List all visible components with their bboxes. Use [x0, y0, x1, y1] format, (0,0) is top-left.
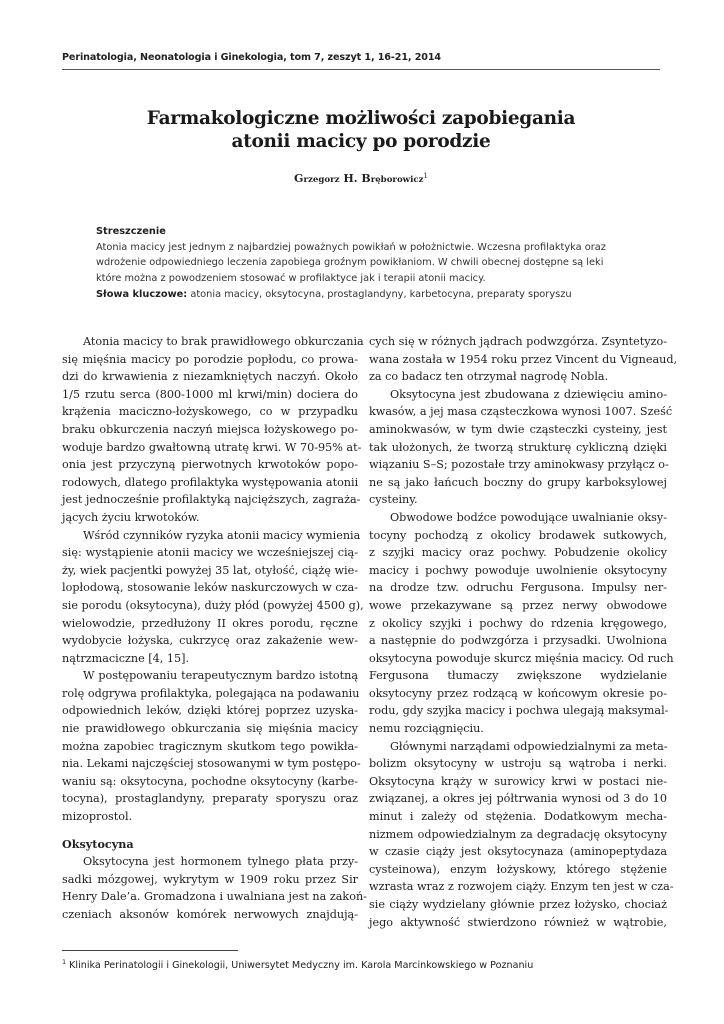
body-column-right	[369, 333, 678, 931]
author	[62, 172, 660, 185]
text-line: tocyna), prostaglandyny, preparaty sporyszu oraz	[62, 792, 358, 806]
text-line: jego aktywność stwierdzono również w wątrobie,	[369, 915, 667, 929]
text-line: dzi do krwawienia z niezamkniętych naczyń. Około	[62, 370, 358, 384]
text-line: Wśród czynników ryzyka atonii macicy wymienia	[83, 528, 361, 542]
title-line-1: Farmakologiczne możliwości zapobiegania	[146, 108, 576, 129]
text-line: mizoprostol.	[62, 810, 133, 824]
text-line: w czasie ciąży jest oksytocynaza (aminopeptydaza	[369, 845, 667, 859]
body-column-left	[62, 333, 367, 924]
header-rule	[62, 69, 660, 70]
author-initial-hb: H. B	[343, 172, 371, 185]
abstract-line: Atonia macicy jest jednym z najbardziej poważnych powikłań w położnictwie. Wczesna profilaktyka oraz	[96, 241, 606, 253]
text-line: nątrzmaciczne [4, 15].	[62, 651, 190, 665]
text-line: nizmem odpowiedzialnym za degradację oksytocyny	[369, 827, 667, 841]
text-line: wana została w 1954 roku przez Vincent du Vigneaud,	[369, 352, 678, 366]
text-line: cysteiny.	[369, 493, 418, 507]
text-line: nia. Lekami najczęściej stosowanymi w tym postępo-	[62, 757, 361, 771]
text-line: wowe przekazywane są przez nerwy obwodowe	[369, 598, 667, 612]
text-line: 1/5 rzutu serca (800-1000 ml krwi/min) dociera do	[62, 387, 358, 401]
section-gap	[62, 826, 358, 836]
text-line: wydobycie łożyska, cukrzycę oraz zakażenie wew-	[62, 634, 358, 648]
text-line: tocyny pochodzą z okolicy brodawek sutkowych,	[369, 528, 667, 542]
text-line: wiązaniu S–S; pozostałe trzy aminokwasy przyłącz o-	[369, 458, 669, 472]
text-line: można zapobiec tragicznym skutkom tego powikła-	[62, 739, 358, 753]
text-line: za co badacz ten otrzymał nagrodę Nobla.	[369, 370, 609, 384]
text-line: wzrasta wraz z rozwojem ciąży. Enzym ten jest w cza-	[369, 880, 674, 894]
text-line: na drodze tzw. odruchu Fergusona. Impulsy ner-	[369, 581, 667, 595]
text-line: nie prawidłowego obkurczania się mięśnia macicy	[62, 722, 358, 736]
text-line: wielowodzie, przedłużony II okres porodu, ręczne	[62, 616, 358, 630]
text-line: ne są jako łańcuch boczny do grupy karboksylowej	[369, 475, 667, 489]
text-line: kwasów, a jej masa cząsteczkowa wynosi 1007. Sześć	[369, 405, 673, 419]
text-line: braku obkurczenia naczyń miejsca łożyskowego po-	[62, 422, 358, 436]
text-line: aminokwasów, w tym dwie cząsteczki cysteiny, jest	[369, 422, 667, 436]
text-line: Oksytocyna jest hormonem tylnego płata przy-	[83, 855, 358, 869]
text-line: rodowych, dlatego profilaktyka występowania atonii	[62, 475, 359, 489]
text-line: tak ułożonych, że tworzą strukturę cykliczną dzięki	[369, 440, 667, 454]
text-line: Henry Dale’a. Gromadzona i uwalniana jest na zakoń-	[62, 890, 367, 904]
text-line: odpowiednich leków, dzięki której poprzez uzyska-	[62, 704, 358, 718]
text-line: sadki mózgowej, wykrytym w 1909 roku przez Sir	[62, 872, 358, 886]
text-line: cysteinowa), enzym łożyskowy, którego stężenie	[369, 862, 667, 876]
text-line: oksytocyny przez rodzącą w końcowym okresie po-	[369, 686, 667, 700]
text-line: macicy i pochwy powoduje uwolnienie oksytocyny	[369, 563, 667, 577]
text-line: ży, wiek pacjentki powyżej 35 lat, otyłość, ciążę wie-	[62, 563, 358, 577]
text-line: nemu rozciągnięciu.	[369, 722, 484, 736]
author-affiliation-marker: 1	[423, 172, 428, 180]
text-line: W postępowaniu terapeutycznym bardzo istotną	[83, 669, 358, 683]
keywords-list: atonia macicy, oksytocyna, prostaglandyny, karbetocyna, preparaty sporyszu	[187, 288, 572, 300]
text-line: się mięśnia macicy po porodzie popłodu, co prowa-	[62, 352, 358, 366]
footnote-rule	[62, 950, 238, 951]
text-line: Oksytocyna krąży w surowicy krwi w postaci nie-	[369, 774, 667, 788]
text-line: jących życiu krwotoków.	[62, 510, 200, 524]
text-line: sie ciąży wydzielany głównie przez łożysko, chociaż	[369, 898, 667, 911]
article-title	[62, 107, 660, 153]
text-line: z szyjki macicy oraz pochwy. Pobudzenie okolicy	[369, 546, 667, 560]
abstract-line: wdrożenie odpowiedniego leczenia zapobiega groźnym powikłaniom. W chwili obecnej dostępne są leki	[96, 257, 604, 269]
keywords-label: Słowa kluczowe:	[96, 288, 188, 300]
footnote-text: Klinika Perinatologii i Ginekologii, Uniwersytet Medyczny im. Karola Marcinkowskiego w Poznaniu	[69, 960, 534, 971]
section-heading-oksytocyna: Oksytocyna	[62, 836, 134, 851]
text-line: się: wystąpienie atonii macicy we wcześniejszej cią-	[62, 546, 358, 560]
title-line-2: atonii macicy po porodzie	[231, 131, 491, 152]
journal-header: Perinatologia, Neonatologia i Ginekologia, tom 7, zeszyt 1, 16-21, 2014	[62, 52, 441, 63]
text-line: czeniach aksonów komórek nerwowych znajdują-	[62, 908, 358, 921]
abstract-line: które można z powodzeniem stosować w profilaktyce jak i terapii atonii macicy.	[96, 273, 486, 285]
text-line: cych się w różnych jądrach podwzgórza. Zsyntetyzo-	[369, 335, 667, 348]
text-line: rolę odgrywa profilaktyka, polegająca na podawaniu	[62, 686, 360, 700]
author-first-rest: rzegorz	[303, 175, 340, 185]
text-line: związanej, a okres jej półtrwania wynosi od 3 do 10	[369, 792, 667, 806]
keywords	[96, 287, 636, 303]
footnote-marker: 1	[62, 958, 67, 966]
footnote	[62, 958, 662, 971]
text-line: woduje bardzo gwałtowną utratę krwi. W 70-95% at-	[62, 440, 362, 454]
text-line: Głównymi narządami odpowiedzialnymi za meta-	[390, 739, 668, 753]
text-line: sie porodu (oksytocyna), duży płód (powyżej 4500 g),	[62, 598, 364, 612]
text-line: Oksytocyna jest zbudowana z dziewięciu amino-	[390, 387, 667, 401]
text-line: onia jest przyczyną pierwotnych krwotoków popo-	[62, 458, 358, 472]
text-line: rodu, gdy szyjka macicy i pochwa ulegają maksymal-	[369, 704, 669, 718]
author-last-rest: ręborowicz	[370, 175, 424, 185]
author-initial-g: G	[294, 172, 304, 185]
text-line: Fergusona tłumaczy zwiększone wydzielanie	[369, 669, 667, 683]
text-line: waniu są: oksytocyna, pochodne oksytocyny (karbe-	[62, 774, 358, 788]
text-line: Obwodowe bodźce powodujące uwalnianie oksy-	[390, 510, 667, 524]
text-line: lopłodową, stosowanie leków naskurczowych w cza-	[62, 581, 358, 595]
text-line: Atonia macicy to brak prawidłowego obkurczania	[83, 335, 364, 348]
text-line: krążenia maciczno-łożyskowego, co w przypadku	[62, 405, 358, 419]
abstract-heading: Streszczenie	[96, 226, 166, 237]
text-line: a następnie do podwzgórza i przysadki. Uwolniona	[369, 634, 667, 648]
text-line: bolizm oksytocyny w ustroju są wątroba i nerki.	[369, 757, 667, 771]
text-line: z okolicy szyjki i pochwy do rdzenia kręgowego,	[369, 616, 667, 630]
abstract	[96, 224, 636, 303]
text-line: minut i zależy od stężenia. Dodatkowym mecha-	[369, 810, 667, 824]
text-line: oksytocyna powoduje skurcz mięśnia macicy. Od ruch	[369, 651, 674, 665]
text-line: jest jednocześnie profilaktyką najcięższych, zagraża-	[62, 493, 361, 507]
